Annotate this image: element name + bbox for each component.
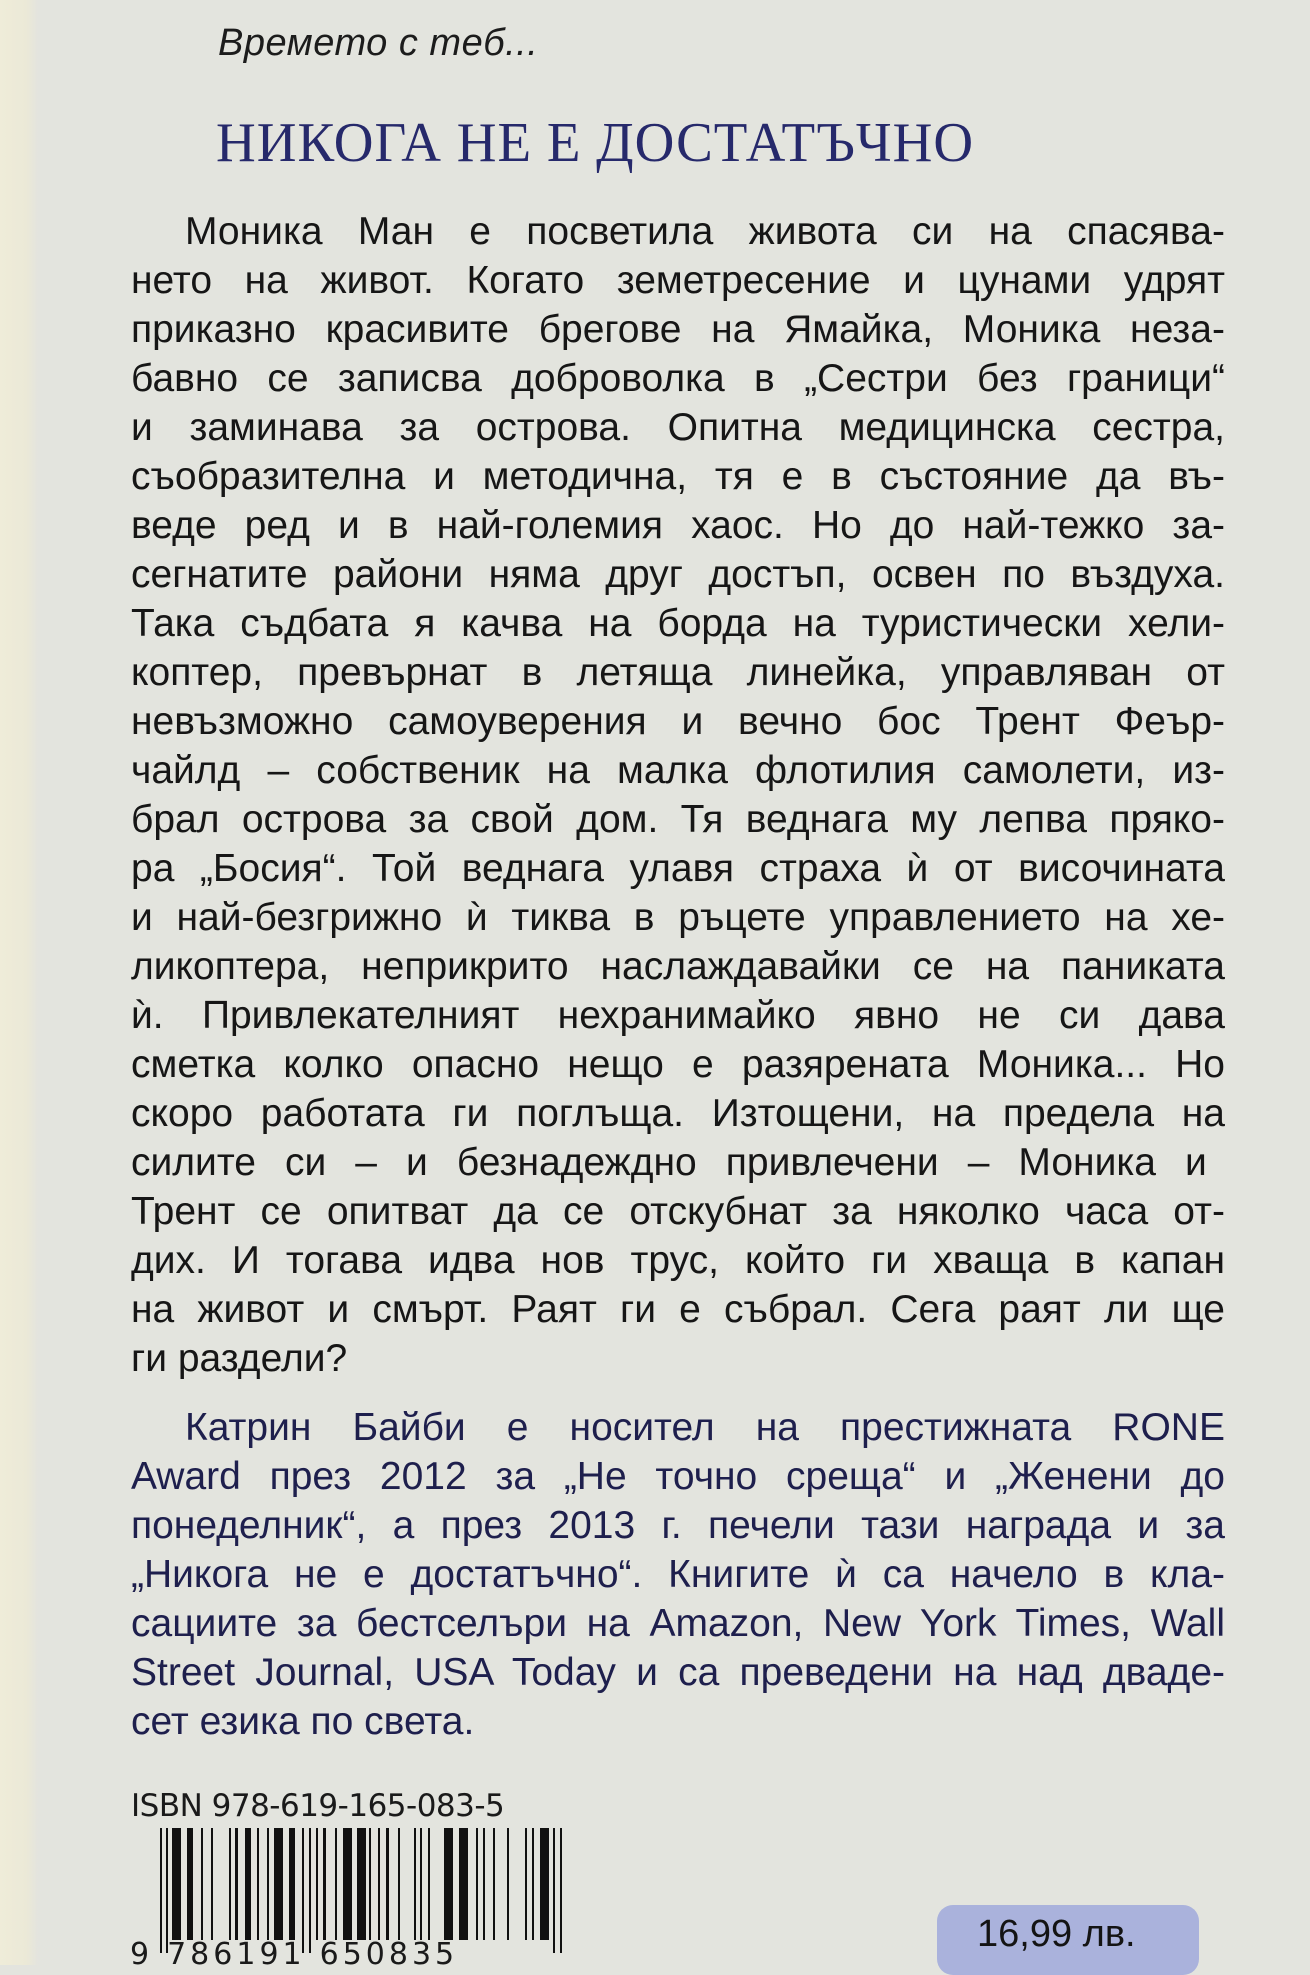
author-bio-line: сет езика по света. bbox=[131, 1700, 475, 1743]
synopsis-line: съобразителна и методична, тя е в състояние да въ- bbox=[131, 455, 1225, 498]
synopsis-line: коптер, превърнат в летяща линейка, управляван от bbox=[131, 651, 1225, 694]
synopsis-line: приказно красивите брегове на Ямайка, Моника неза- bbox=[131, 308, 1225, 351]
synopsis-line: веде ред и в най-големия хаос. Но до най-тежко за- bbox=[131, 504, 1225, 547]
synopsis-line: силите си – и безнадеждно привлечени – Моника и bbox=[131, 1141, 1207, 1184]
author-bio-line: Катрин Байби е носител на престижната RONE bbox=[185, 1406, 1225, 1449]
barcode-digit-first: 9 bbox=[130, 1937, 154, 1972]
author-bio-line: Award през 2012 за „Не точно среща“ и „Женени до bbox=[131, 1455, 1225, 1498]
author-bio-line: понеделник“, а през 2013 г. печели тази награда и за bbox=[131, 1504, 1225, 1547]
synopsis-line: брал острова за свой дом. Тя веднага му лепва пряко- bbox=[131, 798, 1225, 841]
series-subtitle: Времето с теб... bbox=[218, 22, 539, 64]
barcode-digit-group-1: 786191 bbox=[167, 1937, 306, 1972]
isbn-label: ISBN 978-619-165-083-5 bbox=[131, 1788, 505, 1824]
barcode-digits bbox=[130, 1937, 458, 1972]
author-bio-line: Street Journal, USA Today и са преведени на над дваде- bbox=[131, 1651, 1225, 1694]
synopsis-line: скоро работата ги поглъща. Изтощени, на предела на bbox=[131, 1092, 1225, 1135]
synopsis-line: Моника Ман е посветила живота си на спасява- bbox=[185, 210, 1225, 253]
book-title: НИКОГА НЕ Е ДОСТАТЪЧНО bbox=[216, 111, 975, 174]
synopsis-line: невъзможно самоуверения и вечно бос Трент Феър- bbox=[131, 700, 1225, 743]
synopsis-line: сегнатите райони няма друг достъп, освен по въздуха. bbox=[131, 553, 1225, 596]
synopsis-line: Трент се опитват да се отскубнат за няколко часа от- bbox=[131, 1190, 1225, 1233]
author-bio-line: сациите за бестселъри на Amazon, New York Times, Wall bbox=[131, 1602, 1225, 1645]
barcode-icon bbox=[376, 1828, 566, 1953]
synopsis-line: и заминава за острова. Опитна медицинска сестра, bbox=[131, 406, 1225, 449]
synopsis-line: ра „Босия“. Той веднага улавя страха ѝ от височината bbox=[131, 847, 1225, 890]
synopsis-line: нето на живот. Когато земетресение и цунами удрят bbox=[131, 259, 1225, 302]
price-value: 16,99 лв. bbox=[977, 1913, 1136, 1955]
synopsis-line: чайлд – собственик на малка флотилия самолети, из- bbox=[131, 749, 1225, 792]
author-bio-line: „Никога не е достатъчно“. Книгите ѝ са начело в кла- bbox=[131, 1553, 1225, 1596]
synopsis-line: Така съдбата я качва на борда на туристически хели- bbox=[131, 602, 1225, 645]
synopsis-line: на живот и смърт. Раят ги е събрал. Сега раят ли ще bbox=[131, 1288, 1225, 1331]
synopsis-line: ѝ. Привлекателният нехранимайко явно не си дава bbox=[131, 994, 1225, 1037]
barcode-icon bbox=[160, 1828, 376, 1953]
synopsis-line: бавно се записва доброволка в „Сестри без граници“ bbox=[131, 357, 1225, 400]
synopsis-line: ликоптера, неприкрито наслаждавайки се на паниката bbox=[131, 945, 1225, 988]
author-bio-paragraph bbox=[131, 1403, 1225, 1746]
synopsis-line: ги раздели? bbox=[131, 1337, 348, 1380]
synopsis-line: и най-безгрижно ѝ тиква в ръцете управлението на хе- bbox=[131, 896, 1225, 939]
spine-edge bbox=[0, 0, 38, 1965]
synopsis-line: сметка колко опасно нещо е разярената Моника... Но bbox=[131, 1043, 1225, 1086]
synopsis-paragraph bbox=[131, 207, 1225, 1383]
synopsis-line: дих. И тогава идва нов трус, който ги хваща в капан bbox=[131, 1239, 1225, 1282]
barcode-digit-group-2: 650835 bbox=[319, 1937, 459, 1972]
